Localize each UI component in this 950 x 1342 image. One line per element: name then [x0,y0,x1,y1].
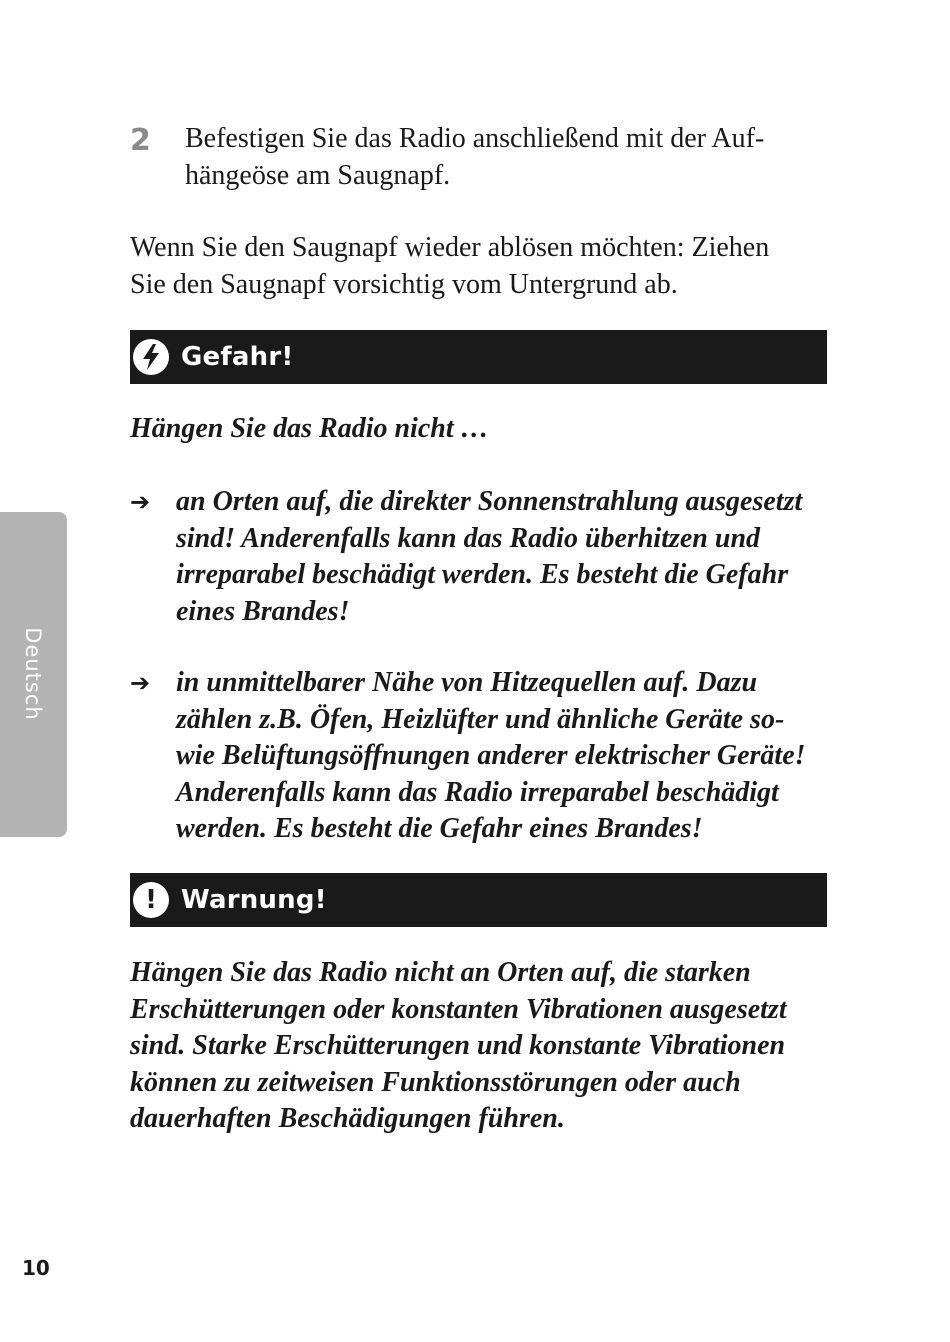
detach-paragraph [130,229,830,303]
exclamation-icon: ! [133,882,169,918]
warning-line: Hängen Sie das Radio nicht an Orten auf, die starken [130,957,751,988]
warning-line: Erschütterungen oder konstanten Vibrationen ausgesetzt [130,993,787,1025]
step-2 [130,120,830,194]
arrow-right-icon: ➔ [130,669,151,697]
warning-banner [130,873,827,927]
warning-text [130,955,830,1138]
bullet-line: zählen z.B. Öfen, Heizlüfter und ähnliche Geräte so- [176,703,785,735]
bullet-line: werden. Es besteht die Gefahr eines Brandes! [176,813,703,844]
page-number: 10 [22,1256,50,1280]
bullet-line: an Orten auf, die direkter Sonnenstrahlung ausgesetzt [176,486,803,517]
step-text-line: hängeöse am Saugnapf. [185,160,451,191]
danger-banner [130,330,827,384]
danger-intro: Hängen Sie das Radio nicht … [130,413,489,444]
bullet-line: eines Brandes! [176,595,350,627]
step-text-line: Befestigen Sie das Radio anschließend mit der Auf- [185,123,765,154]
bullet-line: Anderenfalls kann das Radio irreparabel beschädigt [176,776,779,808]
paragraph-line: Wenn Sie den Saugnapf wieder ablösen möchten: Ziehen [130,232,770,263]
arrow-right-icon: ➔ [130,488,151,516]
bullet-text [176,484,830,630]
danger-bullet-1 [130,484,830,630]
warning-line: können zu zeitweisen Funktionsstörungen oder auch [130,1066,741,1098]
step-text [185,120,825,194]
danger-bullet-2 [130,665,830,848]
language-tab-label: Deutsch [21,627,45,721]
step-number: 2 [130,123,151,158]
danger-title: Gefahr! [181,342,294,372]
bullet-line: irreparabel beschädigt werden. Es besteht die Gefahr [176,559,789,590]
warning-line: dauerhaften Beschädigungen führen. [130,1103,565,1134]
paragraph-line: Sie den Saugnapf vorsichtig vom Untergrund ab. [130,269,678,300]
bullet-line: in unmittelbarer Nähe von Hitzequellen auf. Dazu [176,667,758,698]
bullet-line: wie Belüftungsöffnungen anderer elektrischer Geräte! [176,740,806,771]
warning-line: sind. Starke Erschütterungen und konstante Vibrationen [130,1030,786,1061]
lightning-bolt-icon [133,339,169,375]
warning-title: Warnung! [181,885,327,915]
bullet-text [176,665,830,848]
bullet-line: sind! Anderenfalls kann das Radio überhitzen und [176,522,761,554]
